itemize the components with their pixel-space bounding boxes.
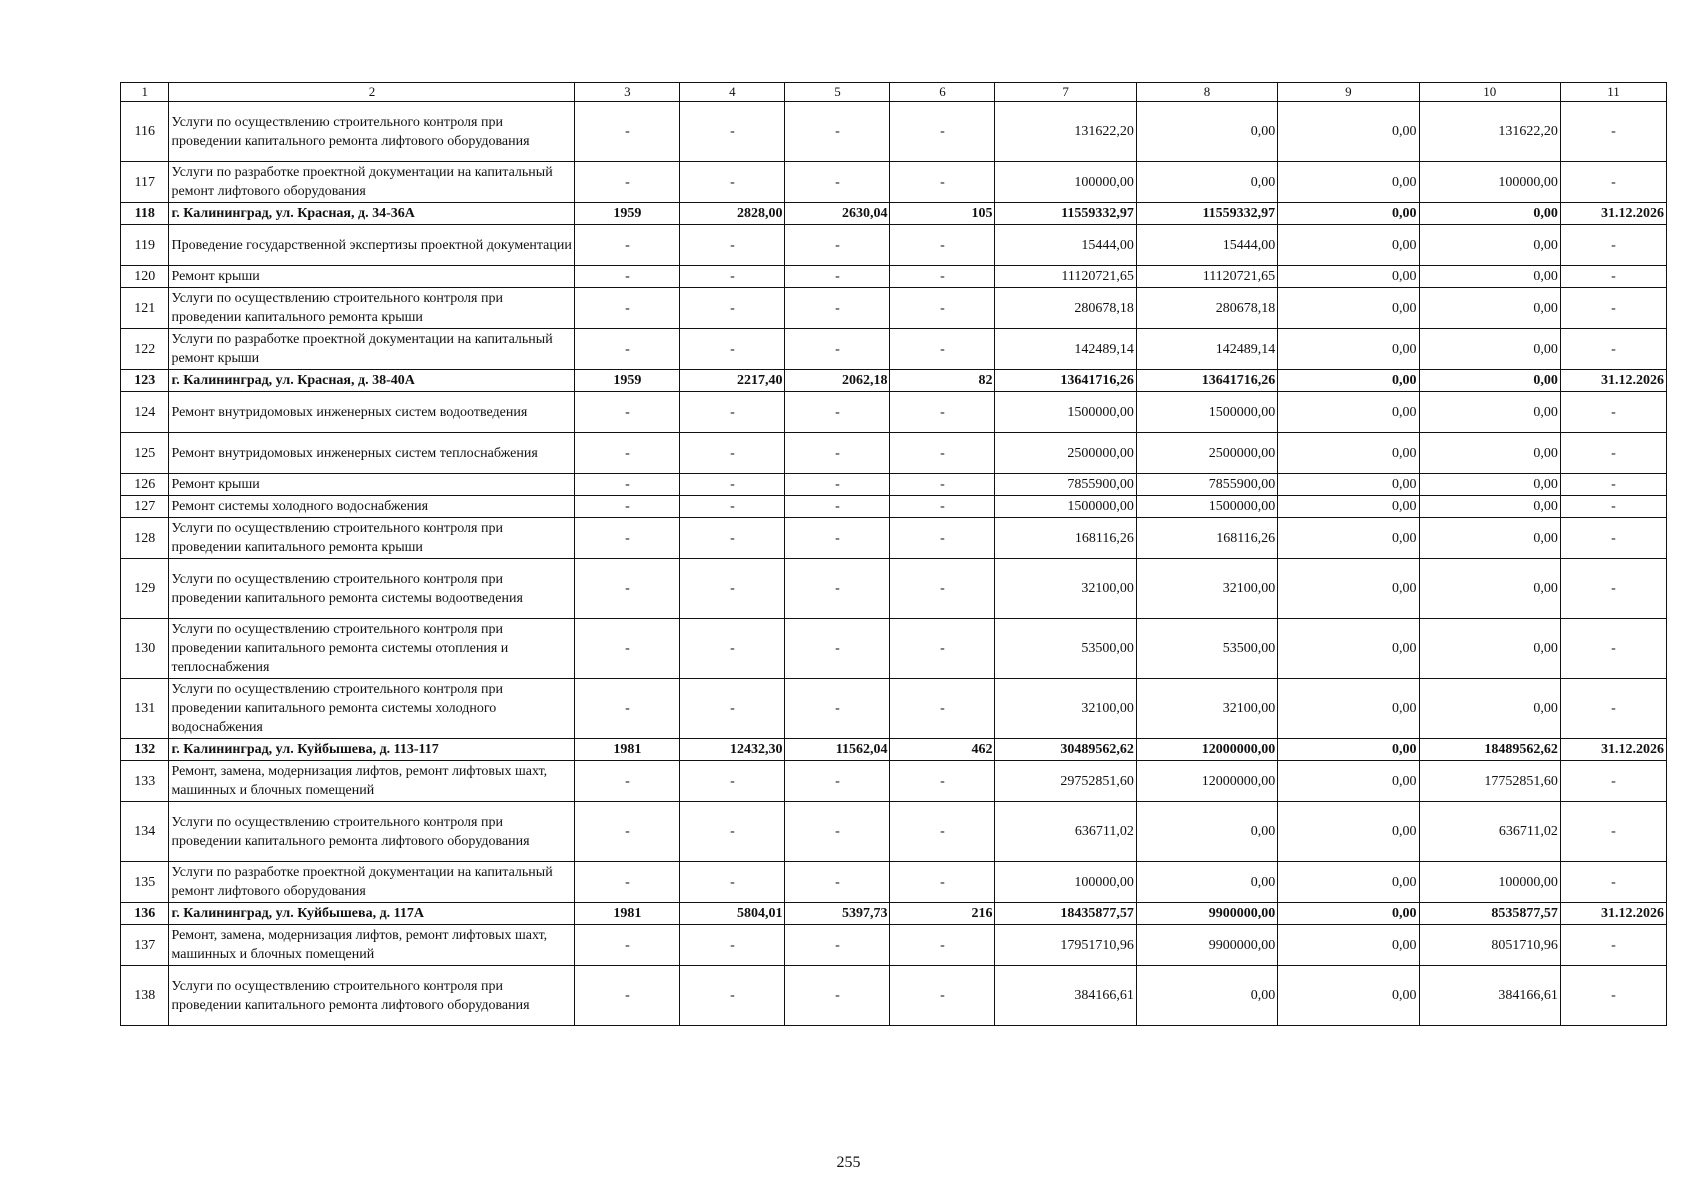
cell-deadline: - <box>1560 474 1666 496</box>
cell-year: 1981 <box>575 739 680 761</box>
cell-cost-owners: 100000,00 <box>1419 862 1560 903</box>
cell-cost-fund: 7855900,00 <box>1136 474 1277 496</box>
cell-residents: - <box>890 559 995 619</box>
cell-cost-total: 1500000,00 <box>995 496 1136 518</box>
cell-cost-budget: 0,00 <box>1278 925 1419 966</box>
cell-deadline: - <box>1560 102 1666 162</box>
cell-cost-owners: 0,00 <box>1419 433 1560 474</box>
cell-row-number: 123 <box>121 370 169 392</box>
cell-year: - <box>575 761 680 802</box>
cell-year: - <box>575 862 680 903</box>
cell-cost-owners: 18489562,62 <box>1419 739 1560 761</box>
cell-cost-owners: 0,00 <box>1419 329 1560 370</box>
cell-row-number: 118 <box>121 203 169 225</box>
cell-deadline: - <box>1560 862 1666 903</box>
cell-year: - <box>575 925 680 966</box>
cell-deadline: 31.12.2026 <box>1560 903 1666 925</box>
column-number-header <box>121 83 1667 102</box>
cell-area-living: - <box>785 225 890 266</box>
cell-area-total: - <box>680 925 785 966</box>
cell-cost-owners: 0,00 <box>1419 518 1560 559</box>
cell-year: - <box>575 559 680 619</box>
cell-area-total: - <box>680 619 785 679</box>
cell-area-living: - <box>785 329 890 370</box>
cell-area-living: 5397,73 <box>785 903 890 925</box>
cell-residents: - <box>890 288 995 329</box>
header-col-7: 7 <box>995 83 1136 102</box>
cell-year: - <box>575 225 680 266</box>
cell-cost-budget: 0,00 <box>1278 559 1419 619</box>
cell-year: 1959 <box>575 203 680 225</box>
cell-cost-budget: 0,00 <box>1278 225 1419 266</box>
cell-row-number: 132 <box>121 739 169 761</box>
cell-area-living: - <box>785 433 890 474</box>
cell-area-living: 2630,04 <box>785 203 890 225</box>
cell-deadline: 31.12.2026 <box>1560 203 1666 225</box>
cell-area-total: - <box>680 225 785 266</box>
cell-year: - <box>575 329 680 370</box>
cell-cost-owners: 636711,02 <box>1419 802 1560 862</box>
cell-description: Ремонт внутридомовых инженерных систем теплоснабжения <box>169 433 575 474</box>
table-row <box>121 102 1667 162</box>
cell-cost-budget: 0,00 <box>1278 370 1419 392</box>
cell-area-living: - <box>785 559 890 619</box>
cell-cost-owners: 0,00 <box>1419 266 1560 288</box>
cell-deadline: - <box>1560 518 1666 559</box>
cell-cost-total: 131622,20 <box>995 102 1136 162</box>
cell-cost-fund: 15444,00 <box>1136 225 1277 266</box>
cell-description: Ремонт, замена, модернизация лифтов, ремонт лифтовых шахт, машинных и блочных помещений <box>169 761 575 802</box>
cell-area-living: - <box>785 966 890 1026</box>
cell-deadline: - <box>1560 433 1666 474</box>
cell-deadline: - <box>1560 392 1666 433</box>
cell-row-number: 124 <box>121 392 169 433</box>
cell-cost-fund: 142489,14 <box>1136 329 1277 370</box>
cell-area-total: - <box>680 329 785 370</box>
cell-cost-fund: 11120721,65 <box>1136 266 1277 288</box>
cell-residents: - <box>890 761 995 802</box>
cell-row-number: 133 <box>121 761 169 802</box>
cell-cost-fund: 11559332,97 <box>1136 203 1277 225</box>
cell-cost-total: 17951710,96 <box>995 925 1136 966</box>
cell-description: Услуги по осуществлению строительного контроля при проведении капитального ремонта лифтового оборудования <box>169 802 575 862</box>
cell-area-living: - <box>785 518 890 559</box>
cell-row-number: 130 <box>121 619 169 679</box>
cell-cost-owners: 0,00 <box>1419 474 1560 496</box>
cell-row-number: 116 <box>121 102 169 162</box>
cell-cost-owners: 100000,00 <box>1419 162 1560 203</box>
cell-description: г. Калининград, ул. Красная, д. 34-36А <box>169 203 575 225</box>
page-number: 255 <box>836 1154 861 1171</box>
cell-cost-owners: 0,00 <box>1419 288 1560 329</box>
cell-cost-owners: 0,00 <box>1419 619 1560 679</box>
cell-residents: - <box>890 518 995 559</box>
table-row <box>121 329 1667 370</box>
cell-description: Услуги по осуществлению строительного контроля при проведении капитального ремонта системы холодного водоснабжения <box>169 679 575 739</box>
cell-cost-fund: 0,00 <box>1136 862 1277 903</box>
cell-year: - <box>575 433 680 474</box>
cell-residents: 462 <box>890 739 995 761</box>
cell-cost-fund: 12000000,00 <box>1136 761 1277 802</box>
cell-row-number: 120 <box>121 266 169 288</box>
cell-deadline: - <box>1560 679 1666 739</box>
cell-cost-fund: 280678,18 <box>1136 288 1277 329</box>
cell-cost-fund: 0,00 <box>1136 802 1277 862</box>
cell-area-total: - <box>680 802 785 862</box>
cell-description: Услуги по осуществлению строительного контроля при проведении капитального ремонта крыши <box>169 288 575 329</box>
register-table <box>120 82 1667 1026</box>
table-row <box>121 266 1667 288</box>
cell-cost-total: 7855900,00 <box>995 474 1136 496</box>
cell-cost-owners: 0,00 <box>1419 203 1560 225</box>
cell-year: - <box>575 162 680 203</box>
cell-row-number: 122 <box>121 329 169 370</box>
cell-row-number: 117 <box>121 162 169 203</box>
cell-area-living: - <box>785 102 890 162</box>
table-row <box>121 862 1667 903</box>
cell-description: Услуги по осуществлению строительного контроля при проведении капитального ремонта системы водоотведения <box>169 559 575 619</box>
cell-area-living: - <box>785 288 890 329</box>
cell-area-total: - <box>680 761 785 802</box>
cell-cost-budget: 0,00 <box>1278 518 1419 559</box>
cell-cost-budget: 0,00 <box>1278 474 1419 496</box>
cell-cost-fund: 13641716,26 <box>1136 370 1277 392</box>
cell-cost-fund: 1500000,00 <box>1136 496 1277 518</box>
cell-deadline: - <box>1560 925 1666 966</box>
header-col-1: 1 <box>121 83 169 102</box>
cell-year: - <box>575 966 680 1026</box>
address-row <box>121 203 1667 225</box>
cell-area-total: - <box>680 102 785 162</box>
cell-area-living: - <box>785 162 890 203</box>
cell-area-total: - <box>680 266 785 288</box>
cell-year: - <box>575 266 680 288</box>
cell-cost-fund: 0,00 <box>1136 102 1277 162</box>
cell-description: Проведение государственной экспертизы проектной документации <box>169 225 575 266</box>
cell-year: - <box>575 518 680 559</box>
header-col-10: 10 <box>1419 83 1560 102</box>
table-row <box>121 619 1667 679</box>
cell-year: 1959 <box>575 370 680 392</box>
cell-deadline: - <box>1560 619 1666 679</box>
cell-row-number: 137 <box>121 925 169 966</box>
cell-residents: - <box>890 392 995 433</box>
cell-area-total: - <box>680 392 785 433</box>
cell-cost-budget: 0,00 <box>1278 203 1419 225</box>
table-row <box>121 288 1667 329</box>
cell-cost-total: 384166,61 <box>995 966 1136 1026</box>
address-row <box>121 370 1667 392</box>
cell-cost-fund: 168116,26 <box>1136 518 1277 559</box>
cell-area-living: - <box>785 802 890 862</box>
cell-residents: 82 <box>890 370 995 392</box>
cell-area-living: - <box>785 619 890 679</box>
cell-row-number: 136 <box>121 903 169 925</box>
cell-cost-total: 53500,00 <box>995 619 1136 679</box>
cell-area-total: - <box>680 433 785 474</box>
cell-residents: - <box>890 266 995 288</box>
cell-cost-budget: 0,00 <box>1278 903 1419 925</box>
address-row <box>121 739 1667 761</box>
cell-year: - <box>575 474 680 496</box>
header-col-9: 9 <box>1278 83 1419 102</box>
cell-residents: - <box>890 162 995 203</box>
cell-cost-owners: 8535877,57 <box>1419 903 1560 925</box>
cell-cost-owners: 0,00 <box>1419 679 1560 739</box>
cell-area-total: 5804,01 <box>680 903 785 925</box>
cell-cost-total: 32100,00 <box>995 559 1136 619</box>
cell-cost-budget: 0,00 <box>1278 392 1419 433</box>
cell-cost-total: 100000,00 <box>995 162 1136 203</box>
cell-deadline: - <box>1560 496 1666 518</box>
cell-residents: - <box>890 679 995 739</box>
cell-area-total: - <box>680 966 785 1026</box>
cell-area-total: - <box>680 518 785 559</box>
cell-deadline: - <box>1560 761 1666 802</box>
cell-cost-fund: 9900000,00 <box>1136 925 1277 966</box>
cell-deadline: - <box>1560 162 1666 203</box>
cell-cost-total: 11120721,65 <box>995 266 1136 288</box>
cell-area-total: 2828,00 <box>680 203 785 225</box>
cell-residents: - <box>890 802 995 862</box>
cell-cost-total: 2500000,00 <box>995 433 1136 474</box>
cell-cost-fund: 32100,00 <box>1136 679 1277 739</box>
cell-cost-budget: 0,00 <box>1278 802 1419 862</box>
cell-area-living: 11562,04 <box>785 739 890 761</box>
table-row <box>121 679 1667 739</box>
cell-area-living: - <box>785 266 890 288</box>
header-col-2: 2 <box>169 83 575 102</box>
cell-cost-budget: 0,00 <box>1278 679 1419 739</box>
cell-description: Ремонт крыши <box>169 474 575 496</box>
cell-description: Ремонт системы холодного водоснабжения <box>169 496 575 518</box>
cell-description: г. Калининград, ул. Красная, д. 38-40А <box>169 370 575 392</box>
cell-area-living: - <box>785 474 890 496</box>
cell-deadline: - <box>1560 266 1666 288</box>
cell-description: Ремонт внутридомовых инженерных систем водоотведения <box>169 392 575 433</box>
cell-cost-fund: 2500000,00 <box>1136 433 1277 474</box>
cell-cost-fund: 53500,00 <box>1136 619 1277 679</box>
cell-area-total: - <box>680 862 785 903</box>
cell-cost-owners: 384166,61 <box>1419 966 1560 1026</box>
table-body <box>121 83 1667 1026</box>
cell-cost-owners: 8051710,96 <box>1419 925 1560 966</box>
cell-row-number: 131 <box>121 679 169 739</box>
table-row <box>121 433 1667 474</box>
cell-row-number: 125 <box>121 433 169 474</box>
header-col-4: 4 <box>680 83 785 102</box>
cell-cost-owners: 17752851,60 <box>1419 761 1560 802</box>
cell-cost-budget: 0,00 <box>1278 761 1419 802</box>
cell-area-total: 12432,30 <box>680 739 785 761</box>
cell-description: г. Калининград, ул. Куйбышева, д. 113-117 <box>169 739 575 761</box>
cell-description: Услуги по разработке проектной документации на капитальный ремонт крыши <box>169 329 575 370</box>
cell-row-number: 134 <box>121 802 169 862</box>
cell-area-living: - <box>785 679 890 739</box>
cell-cost-owners: 0,00 <box>1419 392 1560 433</box>
cell-area-total: - <box>680 288 785 329</box>
table-row <box>121 966 1667 1026</box>
cell-residents: - <box>890 862 995 903</box>
cell-deadline: - <box>1560 288 1666 329</box>
cell-row-number: 135 <box>121 862 169 903</box>
cell-year: - <box>575 496 680 518</box>
cell-year: - <box>575 619 680 679</box>
table-row <box>121 761 1667 802</box>
cell-cost-total: 13641716,26 <box>995 370 1136 392</box>
cell-cost-total: 15444,00 <box>995 225 1136 266</box>
cell-residents: - <box>890 496 995 518</box>
cell-row-number: 127 <box>121 496 169 518</box>
cell-cost-total: 29752851,60 <box>995 761 1136 802</box>
cell-area-total: - <box>680 679 785 739</box>
cell-description: Ремонт крыши <box>169 266 575 288</box>
cell-cost-total: 100000,00 <box>995 862 1136 903</box>
cell-cost-budget: 0,00 <box>1278 433 1419 474</box>
cell-cost-budget: 0,00 <box>1278 966 1419 1026</box>
cell-area-living: - <box>785 496 890 518</box>
cell-area-total: - <box>680 162 785 203</box>
cell-cost-fund: 0,00 <box>1136 966 1277 1026</box>
cell-deadline: - <box>1560 225 1666 266</box>
cell-residents: - <box>890 329 995 370</box>
table-row <box>121 925 1667 966</box>
table-row <box>121 559 1667 619</box>
table-row <box>121 802 1667 862</box>
cell-area-living: 2062,18 <box>785 370 890 392</box>
cell-cost-owners: 0,00 <box>1419 225 1560 266</box>
header-col-3: 3 <box>575 83 680 102</box>
cell-cost-fund: 9900000,00 <box>1136 903 1277 925</box>
cell-year: - <box>575 288 680 329</box>
cell-cost-owners: 131622,20 <box>1419 102 1560 162</box>
cell-residents: 105 <box>890 203 995 225</box>
cell-row-number: 128 <box>121 518 169 559</box>
cell-year: - <box>575 679 680 739</box>
cell-description: Услуги по осуществлению строительного контроля при проведении капитального ремонта системы отопления и теплоснабжения <box>169 619 575 679</box>
cell-year: - <box>575 102 680 162</box>
cell-area-living: - <box>785 925 890 966</box>
cell-cost-budget: 0,00 <box>1278 266 1419 288</box>
cell-cost-budget: 0,00 <box>1278 288 1419 329</box>
cell-row-number: 138 <box>121 966 169 1026</box>
cell-deadline: - <box>1560 559 1666 619</box>
table-row <box>121 162 1667 203</box>
cell-cost-total: 636711,02 <box>995 802 1136 862</box>
table-row <box>121 392 1667 433</box>
cell-area-total: 2217,40 <box>680 370 785 392</box>
cell-row-number: 129 <box>121 559 169 619</box>
cell-residents: - <box>890 225 995 266</box>
cell-area-total: - <box>680 496 785 518</box>
cell-cost-owners: 0,00 <box>1419 370 1560 392</box>
table-row <box>121 496 1667 518</box>
cell-cost-fund: 0,00 <box>1136 162 1277 203</box>
cell-cost-fund: 32100,00 <box>1136 559 1277 619</box>
cell-deadline: - <box>1560 329 1666 370</box>
cell-cost-budget: 0,00 <box>1278 862 1419 903</box>
header-col-11: 11 <box>1560 83 1666 102</box>
cell-description: Услуги по разработке проектной документации на капитальный ремонт лифтового оборудования <box>169 162 575 203</box>
cell-description: г. Калининград, ул. Куйбышева, д. 117А <box>169 903 575 925</box>
header-col-5: 5 <box>785 83 890 102</box>
cell-residents: - <box>890 102 995 162</box>
cell-deadline: 31.12.2026 <box>1560 370 1666 392</box>
cell-deadline: 31.12.2026 <box>1560 739 1666 761</box>
cell-cost-budget: 0,00 <box>1278 619 1419 679</box>
cell-residents: - <box>890 433 995 474</box>
header-col-8: 8 <box>1136 83 1277 102</box>
cell-area-living: - <box>785 761 890 802</box>
cell-residents: - <box>890 925 995 966</box>
table-row <box>121 474 1667 496</box>
cell-description: Услуги по осуществлению строительного контроля при проведении капитального ремонта лифтового оборудования <box>169 102 575 162</box>
cell-deadline: - <box>1560 966 1666 1026</box>
cell-description: Услуги по разработке проектной документации на капитальный ремонт лифтового оборудования <box>169 862 575 903</box>
cell-row-number: 119 <box>121 225 169 266</box>
header-col-6: 6 <box>890 83 995 102</box>
cell-description: Ремонт, замена, модернизация лифтов, ремонт лифтовых шахт, машинных и блочных помещений <box>169 925 575 966</box>
cell-residents: - <box>890 619 995 679</box>
address-row <box>121 903 1667 925</box>
cell-cost-total: 30489562,62 <box>995 739 1136 761</box>
cell-area-living: - <box>785 392 890 433</box>
cell-residents: 216 <box>890 903 995 925</box>
cell-cost-owners: 0,00 <box>1419 496 1560 518</box>
cell-cost-budget: 0,00 <box>1278 496 1419 518</box>
cell-deadline: - <box>1560 802 1666 862</box>
cell-cost-fund: 1500000,00 <box>1136 392 1277 433</box>
cell-cost-budget: 0,00 <box>1278 162 1419 203</box>
cell-cost-total: 280678,18 <box>995 288 1136 329</box>
cell-area-living: - <box>785 862 890 903</box>
cell-description: Услуги по осуществлению строительного контроля при проведении капитального ремонта крыши <box>169 518 575 559</box>
cell-cost-budget: 0,00 <box>1278 102 1419 162</box>
cell-row-number: 126 <box>121 474 169 496</box>
cell-cost-total: 168116,26 <box>995 518 1136 559</box>
cell-year: - <box>575 802 680 862</box>
cell-cost-budget: 0,00 <box>1278 739 1419 761</box>
cell-residents: - <box>890 966 995 1026</box>
cell-area-total: - <box>680 474 785 496</box>
cell-cost-total: 142489,14 <box>995 329 1136 370</box>
table-row <box>121 518 1667 559</box>
table-row <box>121 225 1667 266</box>
cell-cost-total: 1500000,00 <box>995 392 1136 433</box>
cell-area-total: - <box>680 559 785 619</box>
cell-year: - <box>575 392 680 433</box>
cell-description: Услуги по осуществлению строительного контроля при проведении капитального ремонта лифтового оборудования <box>169 966 575 1026</box>
cell-cost-fund: 12000000,00 <box>1136 739 1277 761</box>
cell-cost-owners: 0,00 <box>1419 559 1560 619</box>
cell-cost-budget: 0,00 <box>1278 329 1419 370</box>
cell-cost-total: 11559332,97 <box>995 203 1136 225</box>
cell-residents: - <box>890 474 995 496</box>
cell-row-number: 121 <box>121 288 169 329</box>
cell-cost-total: 18435877,57 <box>995 903 1136 925</box>
cell-cost-total: 32100,00 <box>995 679 1136 739</box>
cell-year: 1981 <box>575 903 680 925</box>
